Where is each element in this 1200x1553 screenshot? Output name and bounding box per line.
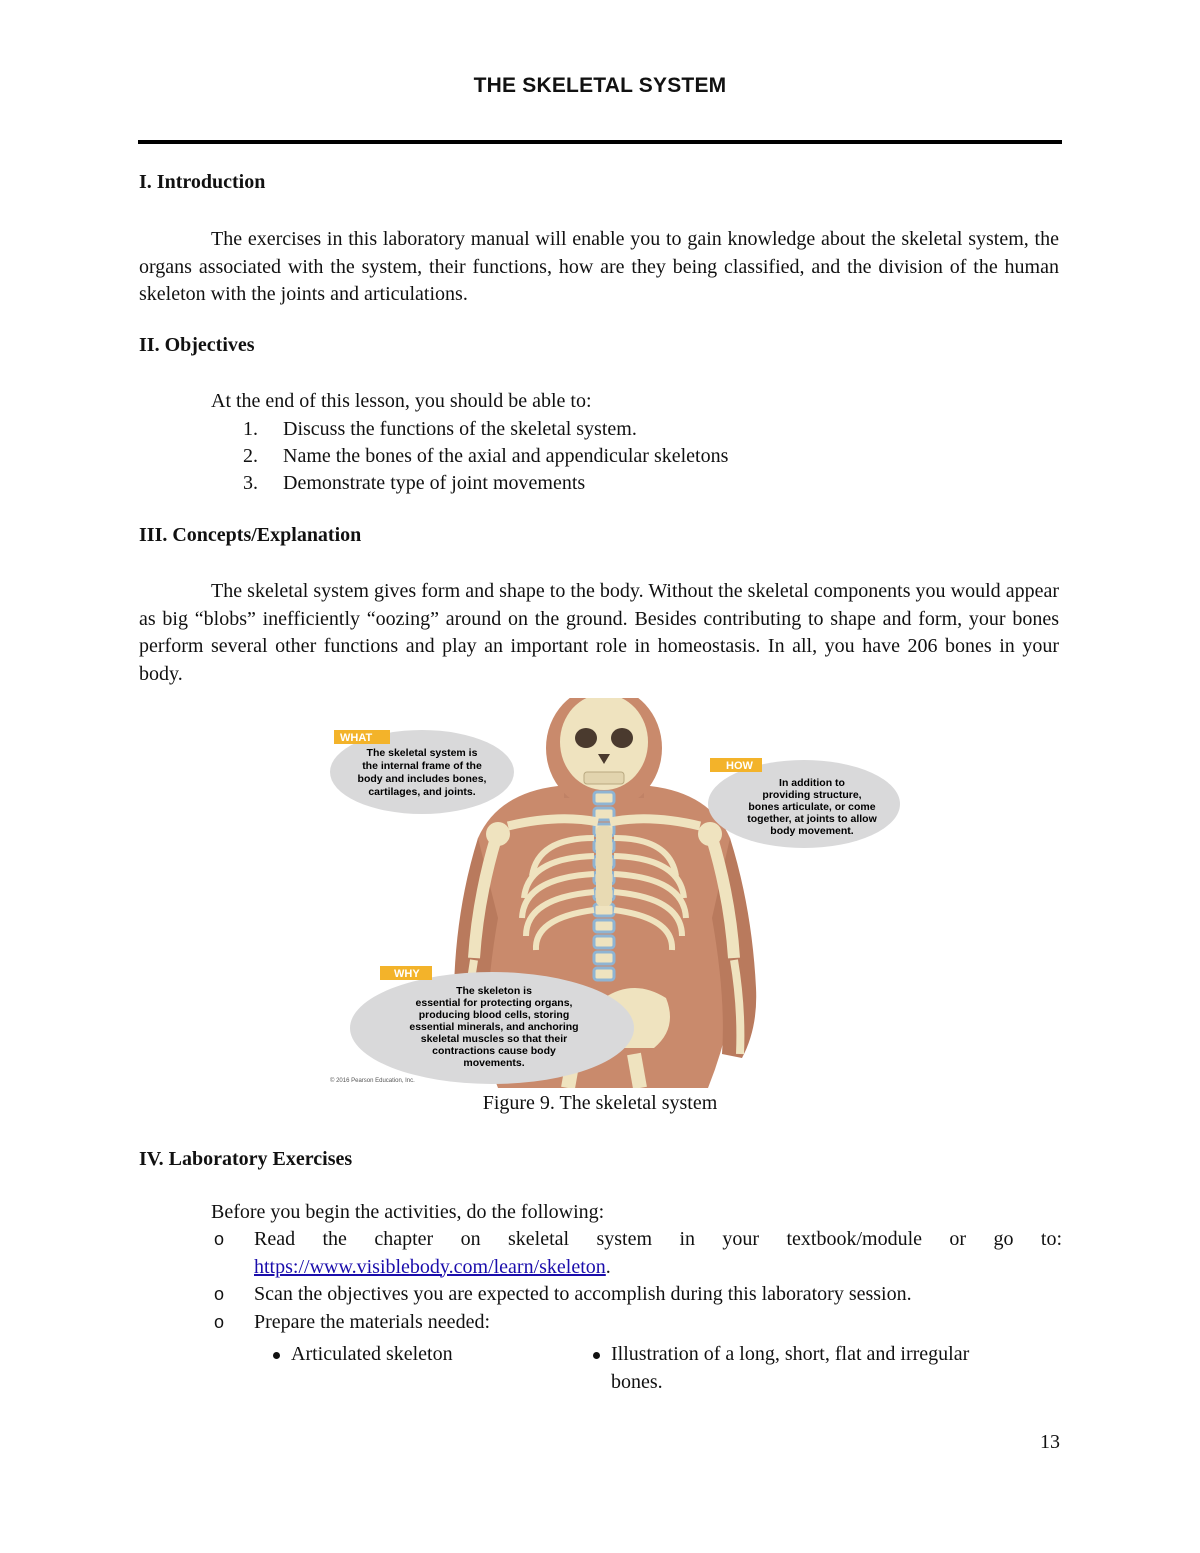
how-line: providing structure, [762,789,862,801]
material-item: Articulated skeleton [291,1340,561,1368]
lab-step: o Scan the objectives you are expected to accomplish during this laboratory session. [214,1283,912,1305]
objectives-heading: II. Objectives [139,334,255,356]
bullet-dot-icon [593,1352,600,1359]
page-title: THE SKELETAL SYSTEM [473,74,727,97]
objectives-list [243,416,728,497]
why-line: contractions cause body [432,1045,556,1057]
how-line: In addition to [779,777,845,789]
objective-item: 3. Demonstrate type of joint movements [243,472,586,494]
intro-heading: I. Introduction [139,171,266,193]
concepts-paragraph [139,578,1059,688]
lab-lead: Before you begin the activities, do the following: [211,1201,605,1223]
why-line: The skeleton is [456,985,532,997]
visiblebody-link[interactable]: https://www.visiblebody.com/learn/skeleton [254,1255,606,1278]
objective-item: 2. Name the bones of the axial and appendicular skeletons [243,445,729,467]
why-line: movements. [463,1057,525,1069]
what-line: The skeletal system is [366,747,478,759]
skeletal-system-figure [328,698,900,1088]
title-rule [138,140,1062,144]
page-number: 13 [1040,1431,1060,1453]
bullet-dot-icon [273,1352,280,1359]
what-tag: WHAT [340,732,373,744]
intro-paragraph [139,226,1059,309]
how-line: together, at joints to allow [747,813,877,825]
figure-copyright: © 2016 Pearson Education, Inc. [330,1078,415,1084]
concepts-text: The skeletal system gives form and shape to the body. Without the skeletal components you would appear as big “blobs” inefficiently “oozing” around on the ground. Besides contributing to shape and form, your bones perform several other functions and play an important role in homeostasis. In all, you have 206 bones in your body. [139,580,1059,685]
what-line: body and includes bones, [357,773,487,785]
how-line: bones articulate, or come [748,801,876,813]
concepts-heading: III. Concepts/Explanation [139,524,362,546]
lab-steps [210,1226,1062,1336]
lab-step: o Prepare the materials needed: [214,1310,490,1333]
what-line: cartilages, and joints. [368,786,476,798]
what-line: the internal frame of the [362,760,482,772]
why-line: producing blood cells, storing [418,1009,570,1021]
how-tag: HOW [726,760,753,772]
why-line: skeletal muscles so that their [420,1033,568,1045]
why-line: essential minerals, and anchoring [409,1021,579,1033]
figure-caption: Figure 9. The skeletal system [482,1092,718,1114]
objective-item: 1. Discuss the functions of the skeletal system. [243,418,637,440]
how-line: body movement. [770,825,854,837]
objectives-lead: At the end of this lesson, you should be able to: [211,390,592,412]
why-line: essential for protecting organs, [415,997,573,1009]
what-callout [330,730,514,814]
material-item: Illustration of a long, short, flat and irregular bones. [611,1340,971,1396]
intro-text: The exercises in this laboratory manual will enable you to gain knowledge about the skeletal system, the organs associated with the system, their functions, how are they being classified, and the division of the human skeleton with the joints and articulations. [139,228,1059,305]
lab-step: o Read the chapter on skeletal system in your textbook/module or go to: https://www.visiblebody.com/learn/skeleton. [214,1228,1062,1278]
why-tag: WHY [394,968,420,980]
lab-heading: IV. Laboratory Exercises [139,1148,353,1170]
